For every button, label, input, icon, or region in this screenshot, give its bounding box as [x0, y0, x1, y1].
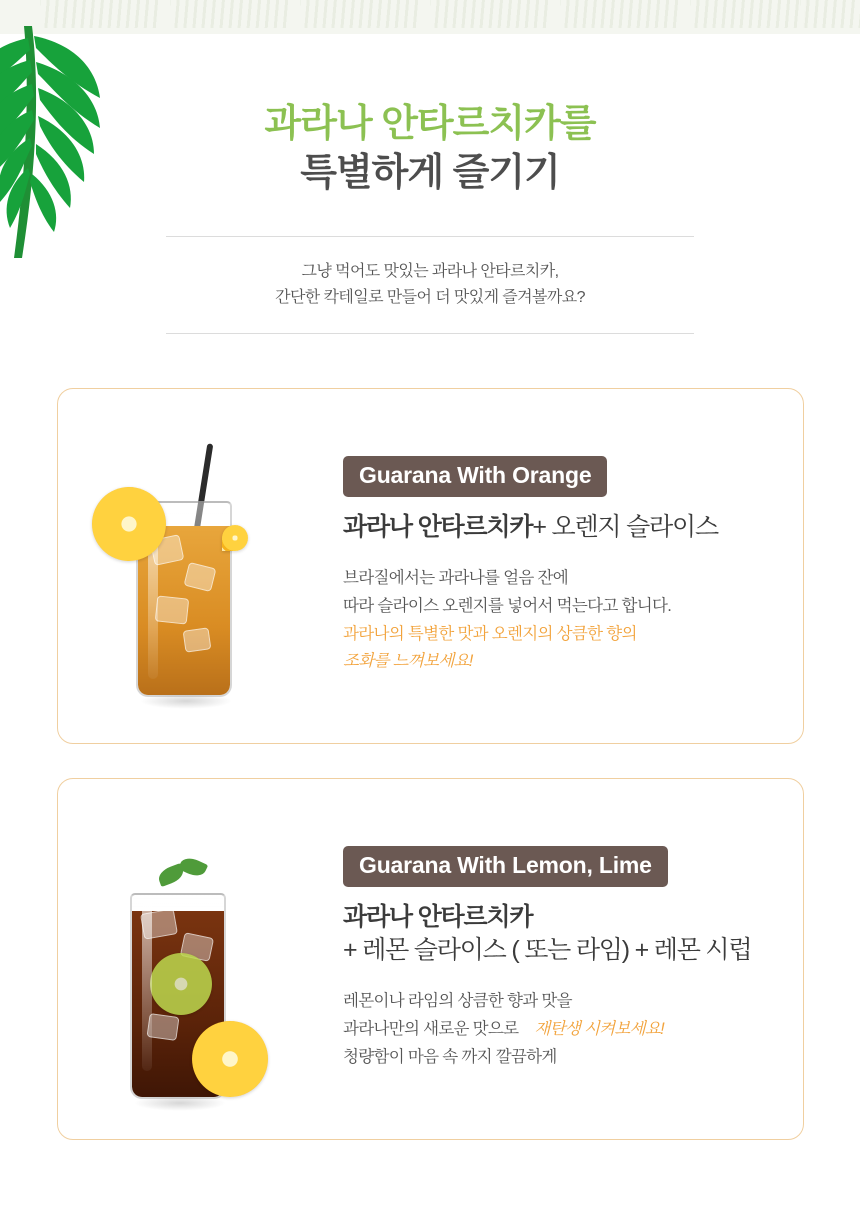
page-title-line-2: 특별하게 즐기기: [300, 151, 560, 194]
intro-line-2: 간단한 칵테일로 만들어 더 맛있게 즐겨볼까요?: [275, 288, 585, 306]
recipe-title-lemon-lime: [343, 901, 777, 966]
drink-image-orange: [58, 389, 343, 743]
recipe-description-lemon-lime: [343, 988, 777, 1071]
lime-slice-icon: [150, 953, 212, 1015]
recipe-description-orange: [343, 565, 777, 676]
page-title: [0, 100, 860, 197]
recipe-title-main: 과라나 안타르치카: [343, 512, 533, 541]
orange-slice-icon: [92, 487, 166, 561]
desc-line-3: 과라나의 특별한 맛과 오렌지의 상큼한 향의: [343, 624, 637, 643]
desc-line-1: 브라질에서는 과라나를 얼음 잔에: [343, 569, 568, 588]
recipe-title-main: 과라나 안타르치카: [343, 903, 533, 932]
recipe-badge-lemon-lime: Guarana With Lemon, Lime: [343, 846, 668, 887]
desc-line-2-plain: 과라나만의 새로운 맛으로ㅤ: [343, 1020, 535, 1039]
recipe-card-lemon-lime: [57, 778, 804, 1140]
top-decorative-band: [0, 0, 860, 34]
desc-line-4: 조화를 느껴보세요!: [343, 652, 473, 671]
desc-line-2-highlight: 재탄생 시켜보세요!: [534, 1020, 665, 1039]
lemon-slice-icon: [192, 1021, 268, 1097]
recipe-card-orange: [57, 388, 804, 744]
desc-line-2: 따라 슬라이스 오렌지를 넣어서 먹는다고 합니다.: [343, 597, 672, 616]
desc-line-1: 레몬이나 라임의 상큼한 향과 맛을: [343, 992, 572, 1011]
recipe-title-orange: [343, 511, 777, 544]
desc-line-3: 청량함이 마음 속 까지 깔끔하게: [343, 1047, 557, 1066]
intro-line-1: 그냥 먹어도 맛있는 과라나 안타르치카,: [301, 263, 559, 280]
recipe-title-plus: + 레몬 슬라이스 ( 또는 라임) + 레몬 시럽: [343, 935, 752, 964]
drink-image-lemon-lime: [58, 779, 343, 1139]
page-title-line-1: 과라나 안타르치카를: [264, 103, 596, 145]
mint-leaf-icon: [178, 854, 208, 879]
recipe-badge-orange: Guarana With Orange: [343, 456, 607, 497]
intro-text-block: [166, 236, 694, 334]
orange-peel-icon: [222, 525, 248, 551]
recipe-title-plus: + 오렌지 슬라이스: [532, 512, 718, 541]
